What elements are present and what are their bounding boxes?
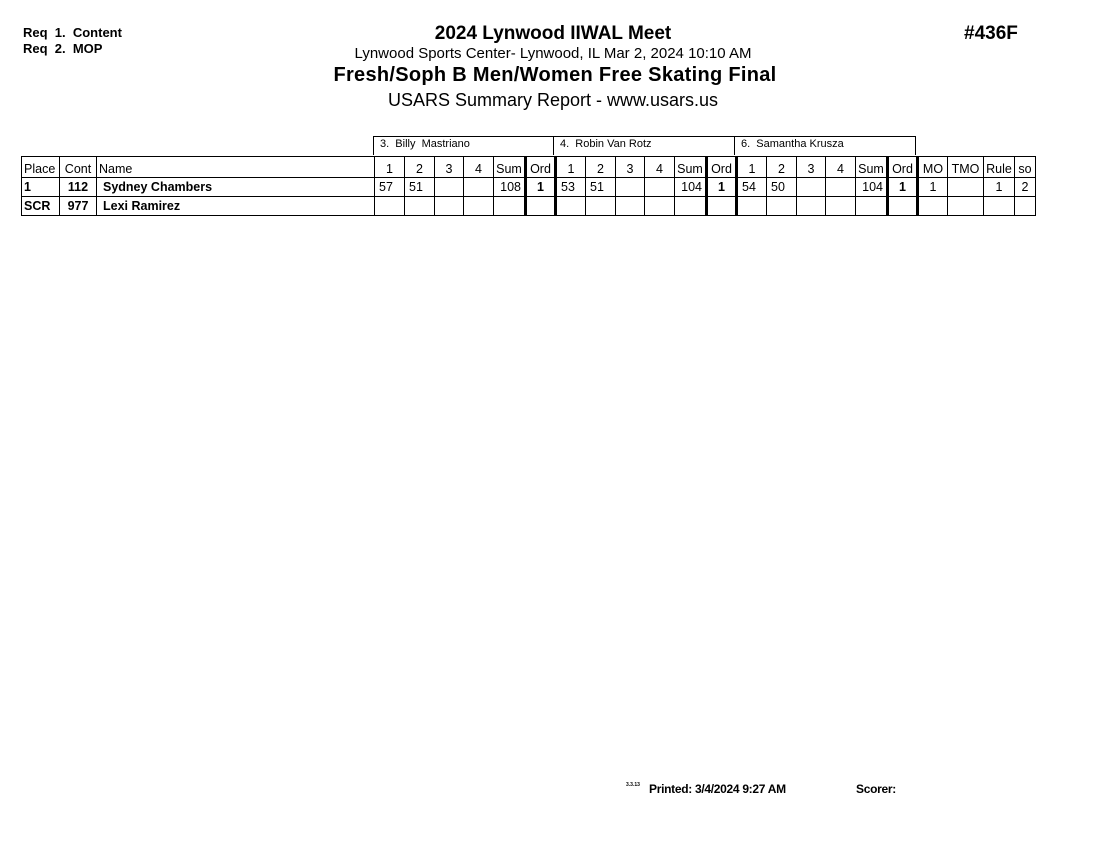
mo-cell — [918, 197, 948, 216]
so-cell: 2 — [1015, 178, 1036, 197]
col-j3-sum: Sum — [856, 157, 888, 178]
score-cell — [645, 197, 675, 216]
score-cell — [737, 197, 767, 216]
printed-timestamp: Printed: 3/4/2024 9:27 AM — [649, 782, 786, 796]
table-header-row — [22, 157, 1036, 178]
col-j2-2: 2 — [586, 157, 616, 178]
col-j3-ord: Ord — [888, 157, 918, 178]
sum-cell: 104 — [856, 178, 888, 197]
col-j2-sum: Sum — [675, 157, 707, 178]
judge-header-2: 4. Robin Van Rotz — [553, 136, 735, 155]
report-title: USARS Summary Report - www.usars.us — [387, 90, 719, 110]
col-j1-ord: Ord — [526, 157, 556, 178]
score-cell — [616, 197, 645, 216]
score-cell — [375, 197, 405, 216]
col-j2-3: 3 — [616, 157, 645, 178]
tmo-cell — [948, 197, 984, 216]
judge-header-3: 6. Samantha Krusza — [734, 136, 916, 155]
ord-cell — [526, 197, 556, 216]
score-cell: 51 — [586, 178, 616, 197]
score-cell — [797, 178, 826, 197]
ord-cell — [888, 197, 918, 216]
mo-cell: 1 — [918, 178, 948, 197]
col-mo: MO — [918, 157, 948, 178]
col-j1-4: 4 — [464, 157, 494, 178]
col-tmo: TMO — [948, 157, 984, 178]
col-j1-sum: Sum — [494, 157, 526, 178]
col-j3-4: 4 — [826, 157, 856, 178]
score-cell — [405, 197, 435, 216]
score-cell — [826, 178, 856, 197]
version-label: 3.3.13 — [626, 782, 640, 788]
judge-header-1: 3. Billy Mastriano — [373, 136, 554, 155]
col-cont: Cont — [60, 157, 97, 178]
tmo-cell — [948, 178, 984, 197]
so-cell — [1015, 197, 1036, 216]
col-j1-2: 2 — [405, 157, 435, 178]
col-so: so — [1015, 157, 1036, 178]
score-cell — [797, 197, 826, 216]
col-j1-1: 1 — [375, 157, 405, 178]
score-cell — [464, 197, 494, 216]
name-cell: Sydney Chambers — [97, 178, 375, 197]
col-j1-3: 3 — [435, 157, 464, 178]
score-cell — [826, 197, 856, 216]
score-cell — [616, 178, 645, 197]
score-cell — [556, 197, 586, 216]
col-j2-4: 4 — [645, 157, 675, 178]
meet-title: 2024 Lynwood IIWAL Meet — [434, 23, 672, 44]
score-cell: 50 — [767, 178, 797, 197]
sum-cell — [494, 197, 526, 216]
place-cell: SCR — [22, 197, 60, 216]
event-title: Fresh/Soph B Men/Women Free Skating Final — [333, 64, 777, 86]
ord-cell: 1 — [707, 178, 737, 197]
ord-cell: 1 — [526, 178, 556, 197]
cont-cell: 977 — [60, 197, 97, 216]
col-j3-3: 3 — [797, 157, 826, 178]
event-code: #436F — [964, 23, 1018, 44]
col-place: Place — [22, 157, 60, 178]
col-j2-1: 1 — [556, 157, 586, 178]
rule-cell — [984, 197, 1015, 216]
score-cell: 54 — [737, 178, 767, 197]
table-row — [22, 197, 1036, 216]
sum-cell — [675, 197, 707, 216]
ord-cell — [707, 197, 737, 216]
venue-line: Lynwood Sports Center- Lynwood, IL Mar 2, 2024 10:10 AM — [354, 45, 752, 62]
score-cell — [435, 178, 464, 197]
col-rule: Rule — [984, 157, 1015, 178]
results-table — [21, 156, 1036, 216]
score-cell — [645, 178, 675, 197]
rule-cell: 1 — [984, 178, 1015, 197]
sum-cell: 104 — [675, 178, 707, 197]
table-row — [22, 178, 1036, 197]
col-name: Name — [97, 157, 375, 178]
requirement-2: Req 2. MOP — [23, 41, 103, 56]
score-cell: 51 — [405, 178, 435, 197]
place-cell: 1 — [22, 178, 60, 197]
score-cell: 53 — [556, 178, 586, 197]
col-j2-ord: Ord — [707, 157, 737, 178]
scorer-label: Scorer: — [856, 782, 896, 796]
requirement-1: Req 1. Content — [23, 25, 122, 40]
score-cell: 57 — [375, 178, 405, 197]
name-cell: Lexi Ramirez — [97, 197, 375, 216]
col-j3-1: 1 — [737, 157, 767, 178]
ord-cell: 1 — [888, 178, 918, 197]
col-j3-2: 2 — [767, 157, 797, 178]
score-cell — [464, 178, 494, 197]
score-cell — [435, 197, 464, 216]
sum-cell: 108 — [494, 178, 526, 197]
cont-cell: 112 — [60, 178, 97, 197]
score-cell — [586, 197, 616, 216]
sum-cell — [856, 197, 888, 216]
score-cell — [767, 197, 797, 216]
